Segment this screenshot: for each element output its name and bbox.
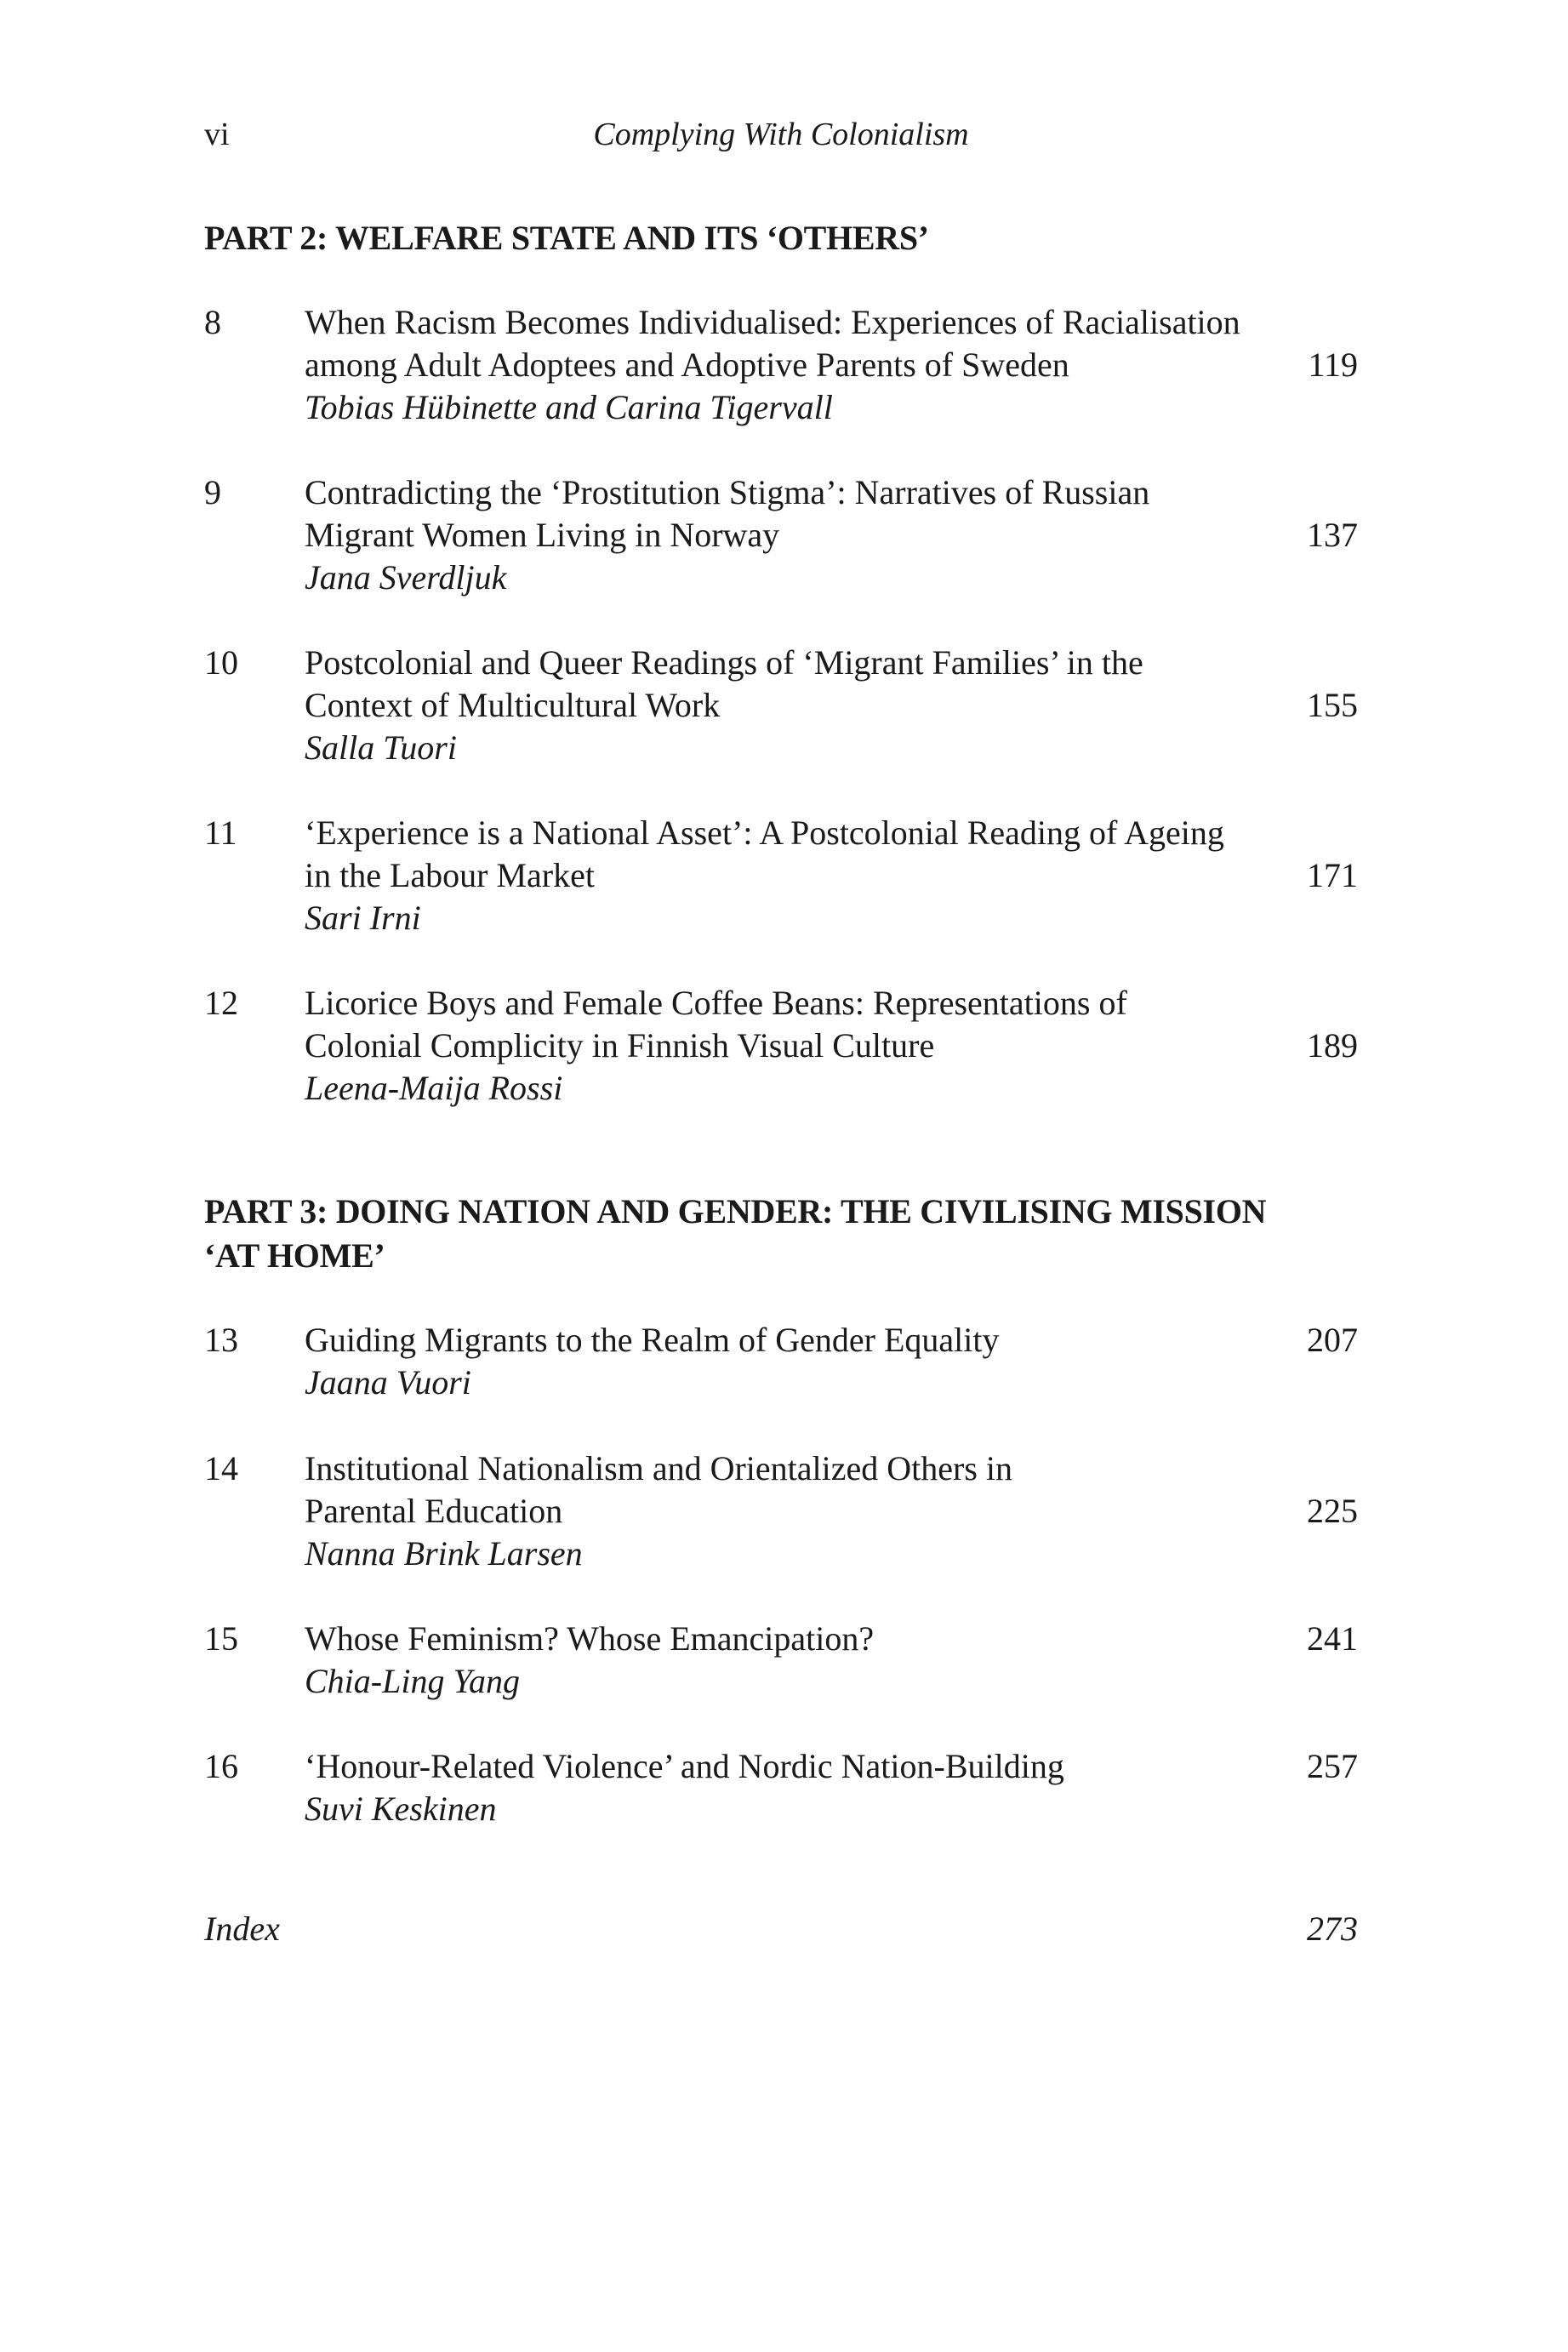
chapter-number: 8 [204, 303, 221, 341]
chapter-title-line: Licorice Boys and Female Coffee Beans: Representations of [305, 984, 1127, 1022]
chapter-author: Salla Tuori [305, 728, 457, 767]
chapter-body [305, 1319, 1223, 1404]
chapter-author: Suvi Keskinen [305, 1790, 497, 1828]
chapter-page-number: 225 [1307, 1492, 1358, 1530]
chapter-body [305, 1745, 1223, 1830]
running-head [204, 109, 1358, 160]
chapter-body [305, 982, 1223, 1110]
part-3-heading [204, 1190, 1361, 1278]
chapter-title-line: Institutional Nationalism and Orientalized Others in [305, 1449, 1013, 1487]
part-3-heading-line: PART 3: DOING NATION AND GENDER: THE CIVILISING MISSION [204, 1192, 1267, 1230]
chapter-number: 9 [204, 473, 221, 511]
chapter-author: Jana Sverdljuk [305, 558, 507, 597]
chapter-author: Leena-Maija Rossi [305, 1069, 563, 1107]
index-page-number: 273 [1307, 1910, 1358, 1948]
part-3-heading-line: ‘AT HOME’ [204, 1236, 385, 1275]
chapter-author: Sari Irni [305, 899, 421, 937]
chapter-title-line: Contradicting the ‘Prostitution Stigma’: Narratives of Russian [305, 473, 1150, 511]
part-2-heading: PART 2: WELFARE STATE AND ITS ‘OTHERS’ [204, 219, 929, 257]
chapter-page-number: 171 [1307, 856, 1358, 894]
chapter-page-number: 119 [1308, 345, 1358, 384]
chapter-body [305, 301, 1240, 429]
index-label: Index [204, 1910, 280, 1948]
chapter-title-line: Guiding Migrants to the Realm of Gender Equality [305, 1321, 1000, 1359]
chapter-title-line: Colonial Complicity in Finnish Visual Culture [305, 1026, 935, 1065]
page-folio: vi [204, 117, 230, 152]
chapter-page-number: 189 [1307, 1026, 1358, 1065]
chapter-title-line: ‘Honour-Related Violence’ and Nordic Nation-Building [305, 1747, 1064, 1785]
chapter-title-line: ‘Experience is a National Asset’: A Postcolonial Reading of Ageing [305, 813, 1224, 852]
chapter-title-line: in the Labour Market [305, 856, 595, 894]
chapter-body [305, 471, 1223, 599]
chapter-title-line: Migrant Women Living in Norway [305, 516, 780, 554]
chapter-page-number: 257 [1307, 1747, 1358, 1785]
running-head-title: Complying With Colonialism [593, 117, 969, 152]
chapter-body [305, 642, 1223, 769]
chapter-page-number: 155 [1307, 686, 1358, 724]
chapter-page-number: 137 [1307, 516, 1358, 554]
chapter-page-number: 207 [1307, 1321, 1358, 1359]
chapter-body [305, 1447, 1223, 1575]
chapter-number: 15 [204, 1619, 238, 1658]
chapter-title-line: among Adult Adoptees and Adoptive Parents of Sweden [305, 345, 1069, 384]
chapter-number: 16 [204, 1747, 238, 1785]
chapter-title-line: Context of Multicultural Work [305, 686, 721, 724]
chapter-author: Nanna Brink Larsen [305, 1534, 583, 1573]
chapter-author: Tobias Hübinette and Carina Tigervall [305, 388, 833, 426]
chapter-number: 11 [204, 813, 237, 852]
chapter-body [305, 812, 1223, 939]
chapter-body [305, 1618, 1223, 1703]
chapter-title-line: Postcolonial and Queer Readings of ‘Migrant Families’ in the [305, 643, 1143, 682]
chapter-number: 13 [204, 1321, 238, 1359]
chapter-page-number: 241 [1307, 1619, 1358, 1658]
chapter-title-line: Parental Education [305, 1492, 563, 1530]
chapter-number: 14 [204, 1449, 238, 1487]
chapter-title-line: When Racism Becomes Individualised: Experiences of Racialisation [305, 303, 1240, 341]
chapter-number: 10 [204, 643, 238, 682]
chapter-author: Chia-Ling Yang [305, 1662, 521, 1700]
chapter-number: 12 [204, 984, 238, 1022]
chapter-title-line: Whose Feminism? Whose Emancipation? [305, 1619, 875, 1658]
chapter-author: Jaana Vuori [305, 1363, 471, 1401]
